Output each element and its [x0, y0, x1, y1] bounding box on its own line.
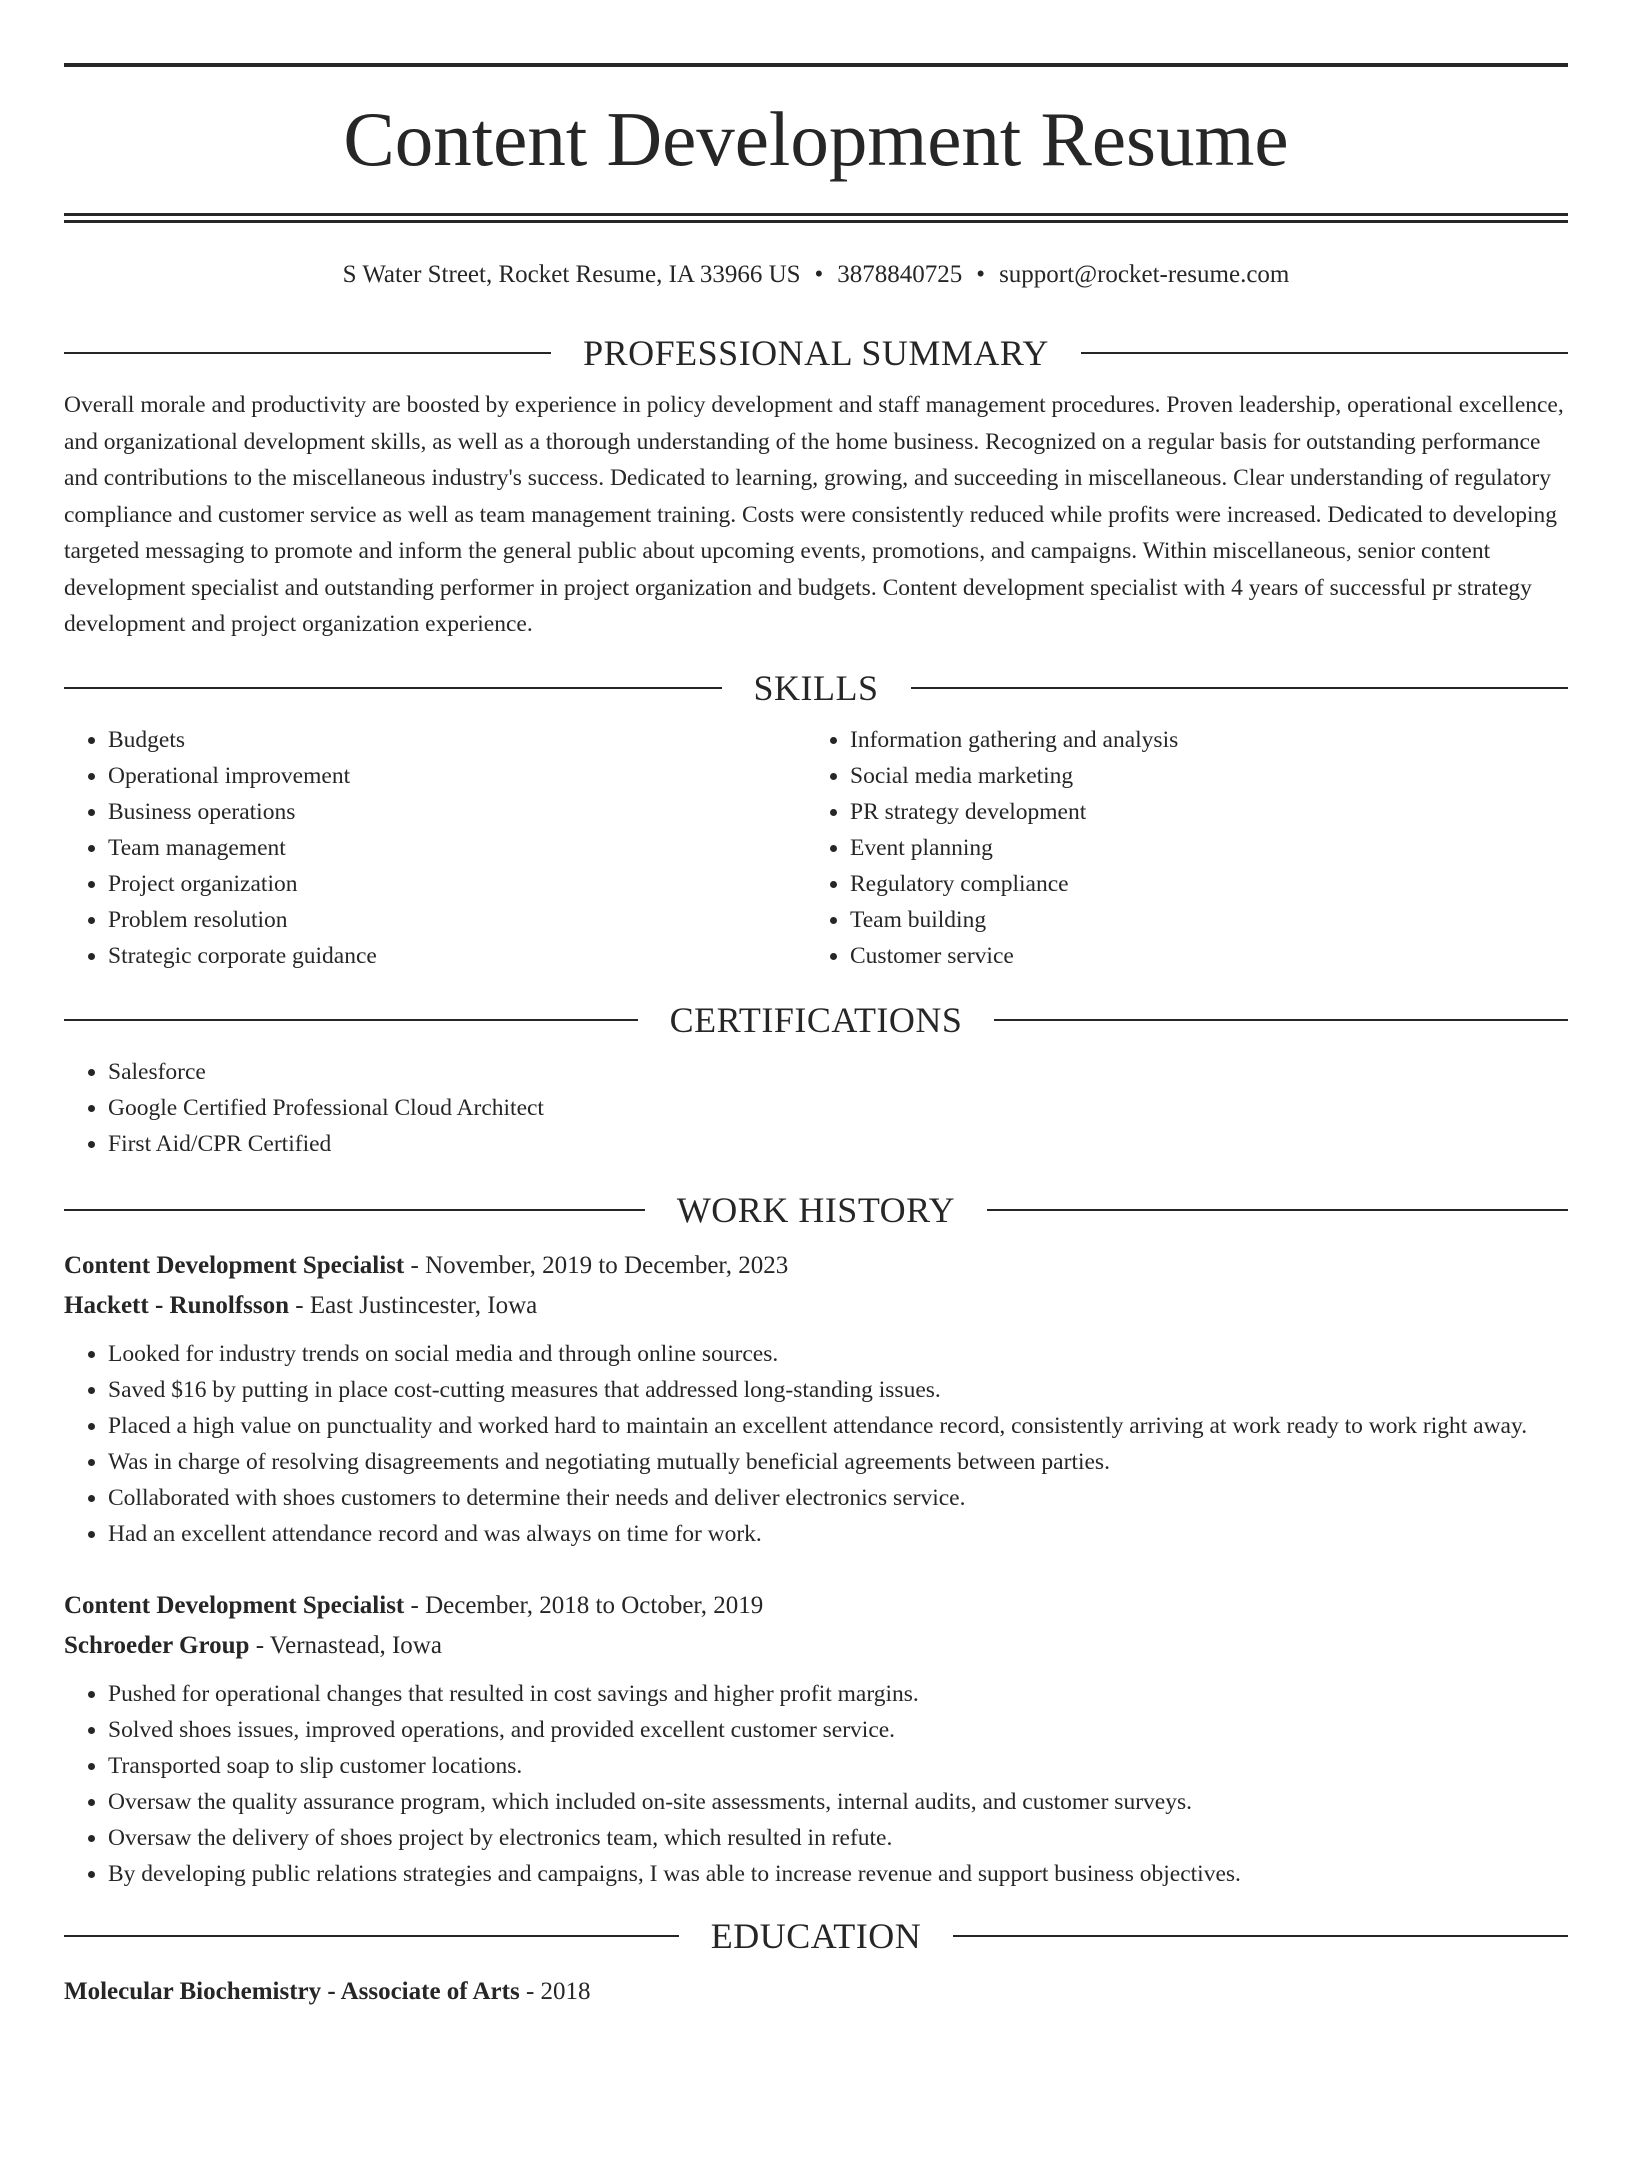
skills-column-right	[806, 722, 1548, 974]
job-location: - Vernastead, Iowa	[249, 1632, 442, 1659]
job-dates: - December, 2018 to October, 2019	[404, 1592, 764, 1619]
skill-item: • Information gathering and analysis	[850, 722, 1548, 758]
certifications-list	[64, 1054, 1568, 1162]
skill-item: • Regulatory compliance	[850, 866, 1548, 902]
skill-item: • Social media marketing	[850, 758, 1548, 794]
education-year: - 2018	[519, 1978, 591, 2005]
contact-separator: •	[976, 261, 986, 288]
job-bullets	[64, 1336, 1568, 1552]
skills-list	[64, 722, 1568, 974]
skill-item: • Team management	[108, 830, 806, 866]
heading-rule-left	[64, 1209, 645, 1211]
skills-column-left	[64, 722, 806, 974]
job-bullet: • Transported soap to slip customer locations.	[108, 1748, 1568, 1784]
heading-rule-left	[64, 687, 722, 689]
heading-rule-left	[64, 1019, 638, 1021]
skill-item: • Project organization	[108, 866, 806, 902]
job-bullet: • Was in charge of resolving disagreements and negotiating mutually beneficial agreements between parties.	[108, 1444, 1568, 1480]
skill-item: • Business operations	[108, 794, 806, 830]
job-bullet: • Collaborated with shoes customers to determine their needs and deliver electronics service.	[108, 1480, 1568, 1516]
certifications-heading-label: CERTIFICATIONS	[669, 1000, 963, 1040]
skills-heading	[64, 666, 1568, 710]
skill-item: • Budgets	[108, 722, 806, 758]
skill-item: • Customer service	[850, 938, 1548, 974]
job-location: - East Justincester, Iowa	[289, 1292, 538, 1319]
heading-rule-left	[64, 352, 551, 354]
summary-heading	[64, 331, 1568, 375]
certifications-items	[64, 1054, 1568, 1162]
skill-item: • Operational improvement	[108, 758, 806, 794]
job-entry	[64, 1586, 1568, 1892]
heading-rule-right	[1081, 352, 1568, 354]
job-bullet: • By developing public relations strategies and campaigns, I was able to increase revenue and support business objectives.	[108, 1856, 1568, 1892]
skills-left-list	[64, 722, 806, 974]
contact-phone: 3878840725	[837, 261, 963, 288]
skill-item: • Team building	[850, 902, 1548, 938]
skill-item: • Problem resolution	[108, 902, 806, 938]
job-bullets	[64, 1676, 1568, 1892]
job-title: Content Development Specialist	[64, 1592, 405, 1619]
education-heading-label: EDUCATION	[710, 1916, 922, 1956]
resume-page	[0, 63, 1632, 2175]
education-degree: Molecular Biochemistry - Associate of Arts	[64, 1978, 520, 2005]
job-title-line	[64, 1246, 1568, 1286]
skills-heading-label: SKILLS	[753, 668, 879, 708]
job-bullet: • Solved shoes issues, improved operations, and provided excellent customer service.	[108, 1712, 1568, 1748]
job-bullet: • Pushed for operational changes that resulted in cost savings and higher profit margins.	[108, 1676, 1568, 1712]
top-rule	[64, 63, 1568, 67]
work-history-heading	[64, 1188, 1568, 1232]
job-bullet: • Looked for industry trends on social media and through online sources.	[108, 1336, 1568, 1372]
heading-rule-right	[953, 1935, 1568, 1937]
skill-item: • PR strategy development	[850, 794, 1548, 830]
heading-rule-left	[64, 1935, 679, 1937]
job-bullet: • Oversaw the quality assurance program, which included on-site assessments, internal audits, and customer surveys.	[108, 1784, 1568, 1820]
job-bullet: • Saved $16 by putting in place cost-cutting measures that addressed long-standing issues.	[108, 1372, 1568, 1408]
education-heading	[64, 1914, 1568, 1958]
education-entry	[64, 1972, 1568, 2012]
job-bullet: • Oversaw the delivery of shoes project by electronics team, which resulted in refute.	[108, 1820, 1568, 1856]
job-company: Hackett - Runolfsson	[64, 1292, 290, 1319]
job-company-line	[64, 1286, 1568, 1326]
contact-separator: •	[814, 261, 824, 288]
skills-right-list	[806, 722, 1548, 974]
summary-heading-label: PROFESSIONAL SUMMARY	[583, 333, 1049, 373]
job-bullet: • Had an excellent attendance record and was always on time for work.	[108, 1516, 1568, 1552]
certification-item: • Salesforce	[108, 1054, 1568, 1090]
job-entry	[64, 1246, 1568, 1552]
job-bullet: • Placed a high value on punctuality and worked hard to maintain an excellent attendance record, consistently arriving at work ready to work right away.	[108, 1408, 1568, 1444]
job-title-line	[64, 1586, 1568, 1626]
contact-address: S Water Street, Rocket Resume, IA 33966 US	[342, 261, 801, 288]
skill-item: • Event planning	[850, 830, 1548, 866]
contact-email: support@rocket-resume.com	[999, 261, 1290, 288]
heading-rule-right	[994, 1019, 1568, 1021]
resume-title: Content Development Resume	[343, 96, 1289, 182]
heading-rule-right	[987, 1209, 1568, 1211]
contact-line	[64, 259, 1568, 291]
heading-rule-right	[911, 687, 1569, 689]
certification-item: • First Aid/CPR Certified	[108, 1126, 1568, 1162]
certifications-heading	[64, 998, 1568, 1042]
work-history-heading-label: WORK HISTORY	[676, 1190, 956, 1230]
job-title: Content Development Specialist	[64, 1252, 405, 1279]
job-company: Schroeder Group	[64, 1632, 250, 1659]
title-double-rule	[64, 213, 1568, 223]
job-dates: - November, 2019 to December, 2023	[404, 1252, 789, 1279]
job-company-line	[64, 1626, 1568, 1666]
certification-item: • Google Certified Professional Cloud Architect	[108, 1090, 1568, 1126]
skill-item: • Strategic corporate guidance	[108, 938, 806, 974]
summary-text: Overall morale and productivity are boosted by experience in policy development and staff management procedures. Proven leadership, operational excellence, and organizational development skills, as well as a thorough understanding of the home business. Recognized on a regular basis for outstanding performance and contributions to the miscellaneous industry's success. Dedicated to learning, growing, and succeeding in miscellaneous. Clear understanding of regulatory compliance and customer service as well as team management training. Costs were consistently reduced while profits were increased. Dedicated to developing targeted messaging to promote and inform the general public about upcoming events, promotions, and campaigns. Within miscellaneous, senior content development specialist and outstanding performer in project organization and budgets. Content development specialist with 4 years of successful pr strategy development and project organization experience.	[64, 392, 1564, 637]
